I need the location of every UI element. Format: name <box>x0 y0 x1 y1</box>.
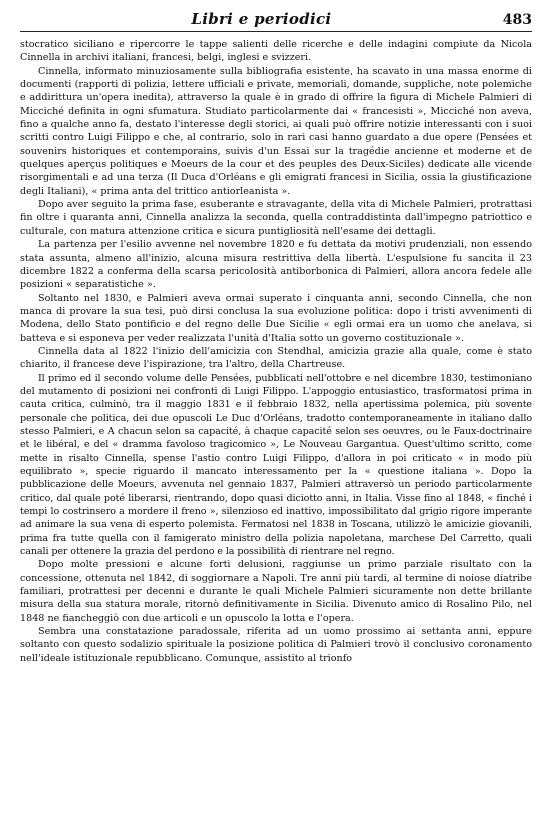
paragraph: stocratico siciliano e ripercorre le tappe salienti delle ricerche e delle indagini compiute da Nicola Cinnella in archivi italiani, francesi, belgi, inglesi e svizzeri. <box>20 39 532 64</box>
page-number: 483 <box>502 12 532 28</box>
page-header <box>20 10 532 32</box>
paragraph: Il primo ed il secondo volume delle Pensées, pubblicati nell'ottobre e nel dicembre 1830, testimoniano del mutamento di posizioni nei confronti di Luigi Filippo. L'appoggio entusiastico, trasformatosi prima in cauta critica, culminò, tra il maggio 1831 e il febbraio 1832, nella apertissima polemica, più sovente personale che politica, dei due opuscoli Le Duc d'Orléans, tradotto contemporaneamente in italiano dallo stesso Palmieri, e A chacun selon sa capacité, à chaque capacité selon ses oeuvres, ou le Faux-doctrinaire et le libéral, e del « dramma favoloso tragicomico », Le Nouveau Gargantua. Quest'ultimo scritto, come mette in risalto Cinnella, spense l'astio contro Luigi Filippo, d'allora in poi criticato « in modo più equilibrato », specie riguardo il mancato interessamento per la « questione italiana ». Dopo la pubblicazione delle Moeurs, avvenuta nel gennaio 1837, Palmieri attraversò un periodo particolarmente critico, dal quale poté liberarsi, rientrando, dopo quasi diciotto anni, in Italia. Visse fino al 1848, « finché i tempi lo costrinsero a mordere il freno », silenzioso ed inattivo, impossibilitato dal grigio rigore imperante ad animare la sua vena di esperto polemista. Fermatosi nel 1838 in Toscana, utilizzò le amicizie giovanili, prima fra tutte quella con il famigerato ministro della polizia napoletana, marchese Del Carretto, quali canali per ottenere la grazia del perdono e la possibilità di rientrare nel regno. <box>20 372 532 558</box>
paragraph: Cinnella data al 1822 l'inizio dell'amicizia con Stendhal, amicizia grazie alla quale, come è stato chiarito, il francese deve l'ispirazione, tra l'altro, della Chartreuse. <box>20 345 532 371</box>
paragraph: Sembra una constatazione paradossale, riferita ad un uomo prossimo ai settanta anni, eppure soltanto con questo sodalizio spirituale la posizione politica di Palmieri trovò il conclusivo coronamento nell'ideale istituzionale repubblicano. Comunque, assistito al trionfo <box>20 626 532 664</box>
paragraph: Cinnella, informato minuziosamente sulla bibliografia esistente, ha scavato in una massa enorme di documenti (rapporti di polizia, lettere ufficiali e private, memoriali, domande, suppliche, note polemiche e addirittura un'opera inedita), attraverso la quale è in grado di offrire la figura di Michele Palmieri di Micciché definita in ogni sfumatura. Studiato particolarmente dai « francesisti », Micciché non aveva, fino a qualche anno fa, destato l'interesse degli storici, ai quali può offrire notizie interessanti con i suoi scritti contro Luigi Filippo e che, al contrario, solo in rari casi hanno guardato a due opere (Pensées et souvenirs historiques et contemporains, suivis d'un Essai sur la tragédie ancienne et moderne et de quelques aperçus politiques e Moeurs de la cour et des peuples des Deux-Siciles) dedicate alle vicende risorgimentali e ad una terza (Il Duca d'Orléans e gli emigrati francesi in Sicilia, ossia la giustificazione degli Italiani), « prima anta del trittico antiorleanista ». <box>20 65 532 197</box>
paragraph: Soltanto nel 1830, e Palmieri aveva ormai superato i cinquanta anni, secondo Cinnella, che non manca di provare la sua tesi, può dirsi conclusa la sua evoluzione politica: dopo i tristi avvenimenti di Modena, dello Stato pontificio e del regno delle Due Sicilie « egli ormai era un uomo che anelava, si batteva e si esponeva per veder realizzata l'unità d'Italia sotto un governo costituzionale ». <box>20 292 532 344</box>
paragraph: Dopo molte pressioni e alcune forti delusioni, raggiunse un primo parziale risultato con la concessione, ottenuta nel 1842, di soggiornare a Napoli. Tre anni più tardi, al termine di noiose diatribe familiari, protrattesi per decenni e durante le quali Michele Palmieri sicuramente non dette brillante misura della sua statura morale, ritornò definitivamente in Sicilia. Divenuto amico di Rosalino Pilo, nel 1848 ne fiancheggiò con due articoli e un opuscolo la lotta e l'opera. <box>20 559 532 624</box>
running-title: Libri e periodici <box>191 10 332 28</box>
article-body <box>20 38 532 665</box>
paragraph: Dopo aver seguito la prima fase, esuberante e stravagante, della vita di Michele Palmieri, protrattasi fin oltre i quaranta anni, Cinnella analizza la seconda, quella contraddistinta dall'impegno patriottico e culturale, con matura attenzione critica e sicura puntigliosità nell'esame dei dettagli. <box>20 199 532 237</box>
paragraph: La partenza per l'esilio avvenne nel novembre 1820 e fu dettata da motivi prudenziali, non essendo stata assunta, almeno all'inizio, alcuna misura restrittiva della libertà. L'espulsione fu sancita il 23 dicembre 1822 a conferma della scarsa pericolosità antiborbonica di Palmieri, allora ancora fedele alle posizioni « separatistiche ». <box>20 239 532 291</box>
